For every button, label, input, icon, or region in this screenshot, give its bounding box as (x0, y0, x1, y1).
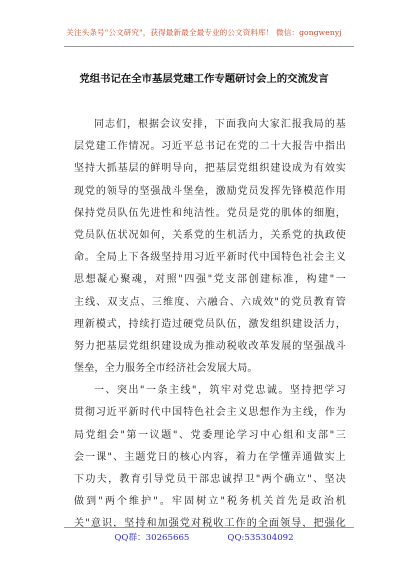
text-line: 主线、双支点、三维度、六融合、六成效"的党员教育管 (74, 296, 346, 308)
text-line: 堡垒，全力服务全市经济社会发展大局。 (74, 363, 258, 375)
text-line: 层党建工作情况。习近平总书记在党的二十大报告中指出 (74, 141, 346, 153)
text-line: 贯彻习近平新时代中国特色社会主义思想作为主线，作为 (74, 407, 346, 419)
footer-contact (0, 531, 408, 543)
text-line: 关"意识，坚持和加强党对税收工作的全面领导，把强化 (74, 518, 346, 530)
footer-qq-group: QQ群：30265665 (114, 533, 190, 543)
document-title: 党组书记在全市基层党建工作专题研讨会上的交流发言 (79, 73, 329, 85)
text-line: 做到"两个维护"。牢固树立"税务机关首先是政治机 (74, 496, 346, 508)
document-body (74, 114, 346, 536)
text-line: 理新模式，持续打造过硬党员队伍，激发组织建设活力， (74, 318, 346, 330)
paragraph-section-one (74, 380, 346, 535)
text-line: 保持党员队伍先进性和纯洁性。党员是党的肌体的细胞， (74, 207, 346, 219)
text-line: 坚持大抓基层的鲜明导向，把基层党组织建设成为有效实 (74, 163, 346, 175)
text-line: 会一课"、主题党日的核心内容，着力在学懂弄通做实上 (74, 451, 346, 463)
footer-divider (64, 527, 354, 528)
text-line: 党员队伍状况如何，关系党的生机活力，关系党的执政使 (74, 229, 346, 241)
header-divider (64, 46, 354, 47)
header-promo-banner: 关注头条号"公文研究"，获得最新最全最专业的公文资料库！ 微信：gongwenyj (66, 28, 342, 37)
text-line: 努力把基层党组织建设成为推动税收改革发展的坚强战斗 (74, 340, 346, 352)
footer-qq-number: QQ:535304092 (227, 533, 294, 543)
paragraph-intro (74, 114, 346, 380)
text-line: 同志们，根据会议安排，下面我向大家汇报我局的基 (94, 119, 346, 130)
text-line: 命。全局上下各级坚持用习近平新时代中国特色社会主义 (74, 252, 346, 264)
text-line: 现党的领导的坚强战斗堡垒，激励党员发挥先锋模范作用 (74, 185, 346, 197)
text-line: 下功夫，教育引导党员干部忠诚捍卫"两个确立"、坚决 (74, 474, 346, 485)
text-line: 思想凝心聚魂，对照"四强"党支部创建标准，构建"一 (74, 274, 346, 286)
text-line: 一、突出"一条主线"，筑牢对党忠诚。坚持把学习 (94, 385, 346, 397)
text-line: 局党组会"第一议题"、党委理论学习中心组和支部"三 (74, 429, 346, 441)
